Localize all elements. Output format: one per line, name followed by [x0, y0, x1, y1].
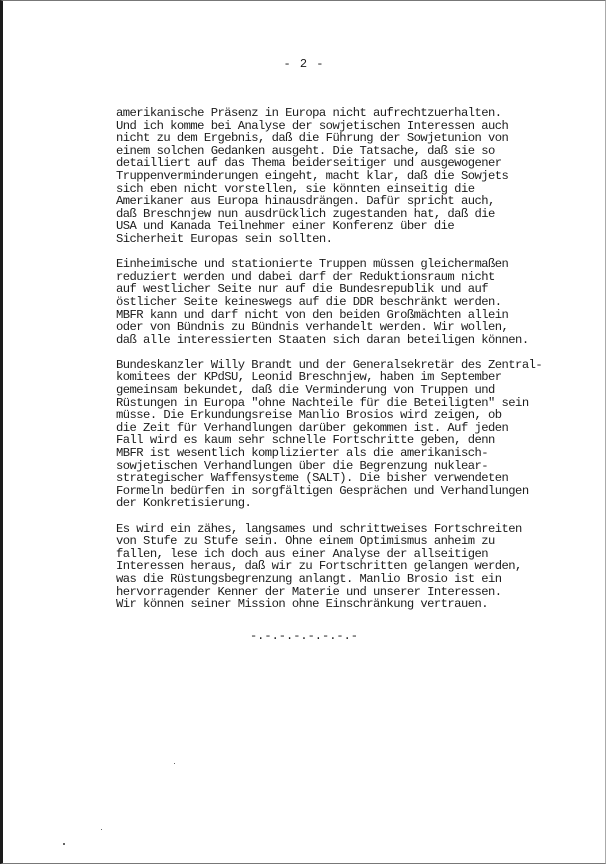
text-line: reduziert werden und dabei darf der Reduktionsraum nicht	[116, 269, 495, 284]
paragraph-4	[116, 523, 556, 611]
text-line: Und ich komme bei Analyse der sowjetischen Interessen auch	[116, 118, 509, 133]
text-line: gemeinsam bekundet, daß die Verminderung von Truppen und	[116, 383, 495, 398]
scan-speck	[101, 829, 102, 830]
text-line: sowjetischen Verhandlungen über die Begrenzung nuklear-	[116, 458, 489, 473]
text-line: was die Rüstungsbegrenzung anlangt. Manlio Brosio ist ein	[116, 571, 502, 586]
text-line: von Stufe zu Stufe sein. Ohne einem Optimismus anheim zu	[116, 534, 495, 549]
text-line: die Zeit für Verhandlungen darüber gekommen ist. Auf jeden	[116, 420, 509, 435]
text-line: daß alle interessierten Staaten sich daran beteiligen können.	[116, 332, 529, 347]
text-line: einem solchen Gedanken ausgeht. Die Tatsache, daß sie so	[116, 143, 495, 158]
body-text	[116, 107, 556, 623]
text-line: daß Breschnjew nun ausdrücklich zugestanden hat, daß die	[116, 206, 495, 221]
text-line: östlicher Seite keineswegs auf die DDR beschränkt werden.	[116, 294, 502, 309]
text-line: Truppenverminderungen eingeht, macht klar, daß die Sowjets	[116, 168, 509, 183]
text-line: Formeln bedürfen in sorgfältigen Gesprächen und Verhandlungen	[116, 483, 529, 498]
text-line: amerikanische Präsenz in Europa nicht aufrechtzuerhalten.	[116, 106, 502, 120]
scan-speck	[174, 763, 175, 764]
text-line: Interessen heraus, daß wir zu Fortschritten gelangen werden,	[116, 559, 522, 574]
text-line: der Konkretisierung.	[116, 496, 252, 511]
scan-speck	[63, 843, 65, 845]
text-line: MBFR kann und darf nicht von den beiden Großmächten allein	[116, 307, 509, 322]
text-line: MBFR ist wesentlich komplizierter als die amerikanisch-	[116, 446, 489, 461]
text-line: USA und Kanada Teilnehmer einer Konferenz über die	[116, 219, 455, 234]
text-line: detailliert auf das Thema beiderseitiger und ausgewogener	[116, 156, 502, 171]
text-line: sich eben nicht vorstellen, sie könnten einseitig die	[116, 181, 475, 196]
text-line: nicht zu dem Ergebnis, daß die Führung der Sowjetunion von	[116, 131, 509, 146]
text-line: Sicherheit Europas sein sollten.	[116, 231, 333, 246]
text-line: Amerikaner aus Europa hinausdrängen. Dafür spricht auch,	[116, 194, 495, 209]
text-line: Bundeskanzler Willy Brandt und der Generalsekretär des Zentral-	[116, 357, 543, 372]
text-line: Rüstungen in Europa "ohne Nachteile für die Beteiligten" sein	[116, 395, 529, 410]
text-line: Einheimische und stationierte Truppen müssen gleichermaßen	[116, 257, 509, 272]
text-line: müsse. Die Erkundungsreise Manlio Brosios wird zeigen, ob	[116, 408, 502, 423]
text-line: auf westlicher Seite nur auf die Bundesrepublik und auf	[116, 282, 489, 297]
paragraph-2	[116, 258, 556, 346]
paragraph-1	[116, 107, 556, 246]
text-line: hervorragender Kenner der Materie und unserer Interessen.	[116, 584, 502, 599]
page-number: - 2 -	[283, 57, 325, 71]
text-line: oder von Bündnis zu Bündnis verhandelt werden. Wir wollen,	[116, 320, 509, 335]
paragraph-3	[116, 359, 556, 510]
text-line: Es wird ein zähes, langsames und schrittweises Fortschreiten	[116, 521, 522, 536]
text-line: strategischer Waffensysteme (SALT). Die bisher verwendeten	[116, 471, 509, 486]
end-of-text-mark: -.-.-.-.-.-.-.-	[249, 629, 359, 643]
text-line: fallen, lese ich doch aus einer Analyse der allseitigen	[116, 546, 489, 561]
text-line: komitees der KPdSU, Leonid Breschnjew, haben im September	[116, 370, 502, 385]
text-line: Wir können seiner Mission ohne Einschränkung vertrauen.	[116, 597, 489, 612]
text-line: Fall wird es kaum sehr schnelle Fortschritte geben, denn	[116, 433, 495, 448]
